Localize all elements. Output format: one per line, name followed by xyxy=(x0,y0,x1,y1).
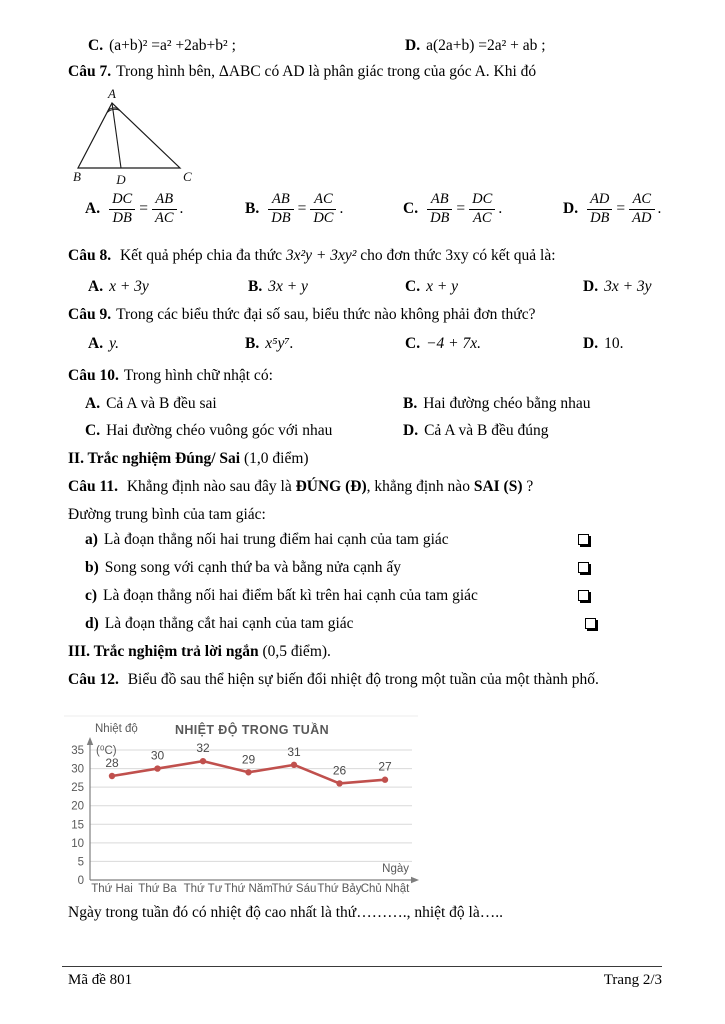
q11-item-d xyxy=(85,614,354,633)
question-text: ? xyxy=(522,478,534,495)
equals-sign: = xyxy=(456,200,466,218)
fraction xyxy=(469,192,495,226)
question-text: cho đơn thức 3xy có kết quả là: xyxy=(356,247,556,264)
svg-text:Thứ Tư: Thứ Tư xyxy=(183,883,223,895)
fraction-numerator: DC xyxy=(469,192,495,210)
svg-text:Thứ Sáu: Thứ Sáu xyxy=(271,883,317,895)
option-c-prev xyxy=(88,36,236,55)
option-label: A. xyxy=(88,278,104,295)
option-text: Hai đường chéo vuông góc với nhau xyxy=(106,422,333,439)
option-text: −4 + 7x. xyxy=(426,335,482,352)
q7-option-c xyxy=(403,192,502,226)
fraction-denominator: DB xyxy=(271,209,291,226)
option-text: Cả A và B đều sai xyxy=(106,395,217,412)
equals-sign: = xyxy=(297,200,307,218)
option-period: . xyxy=(657,200,662,218)
fraction xyxy=(629,192,654,226)
question-number: Câu 10. xyxy=(68,367,119,384)
q8-option-d xyxy=(583,277,652,296)
fraction xyxy=(310,192,336,226)
fraction-numerator: AD xyxy=(587,192,612,210)
option-label: A. xyxy=(88,335,104,352)
option-text: (a+b)² =a² +2ab+b² ; xyxy=(109,37,236,54)
fraction-numerator: AB xyxy=(268,192,293,210)
option-label: D. xyxy=(403,422,419,439)
svg-text:20: 20 xyxy=(71,800,84,813)
item-label: b) xyxy=(85,559,99,576)
option-label: C. xyxy=(88,37,104,54)
checkbox-icon[interactable] xyxy=(578,590,589,601)
option-label: D. xyxy=(563,200,579,218)
fraction-denominator: DC xyxy=(313,209,334,226)
q11-item-c xyxy=(85,586,478,605)
q11-item-a xyxy=(85,530,449,549)
question-7-stem xyxy=(68,62,536,81)
item-text: Song song với cạnh thứ ba và bằng nửa cạnh ấy xyxy=(104,559,401,576)
option-text: 10. xyxy=(604,335,624,352)
math-expression: 3x²y + 3xy² xyxy=(285,247,357,264)
svg-text:30: 30 xyxy=(71,763,84,776)
vertex-c-label: C xyxy=(183,169,192,184)
option-label: C. xyxy=(405,335,421,352)
fraction xyxy=(427,192,452,226)
bisector-ad xyxy=(112,103,121,168)
fraction-denominator: DB xyxy=(112,209,132,226)
q7-option-b xyxy=(245,192,343,226)
svg-text:Thứ Năm: Thứ Năm xyxy=(224,883,273,895)
option-text: y. xyxy=(109,335,119,352)
section-points: (0,5 điểm). xyxy=(258,643,331,660)
emphasis-sai: SAI (S) xyxy=(473,478,523,495)
fraction-numerator: AB xyxy=(427,192,452,210)
fraction xyxy=(109,192,135,226)
section-title: II. Trắc nghiệm Đúng/ Sai xyxy=(68,450,241,467)
checkbox-icon[interactable] xyxy=(578,562,589,573)
q8-option-c xyxy=(405,277,458,296)
option-label: B. xyxy=(245,200,260,218)
svg-text:(⁰C): (⁰C) xyxy=(96,745,117,757)
svg-text:31: 31 xyxy=(287,744,301,759)
option-text: 3x + 3y xyxy=(604,278,652,295)
q8-option-a xyxy=(88,277,149,296)
section-3-heading xyxy=(68,642,331,661)
option-label: C. xyxy=(405,278,421,295)
fraction-denominator: DB xyxy=(590,209,610,226)
question-text: Trong các biểu thức đại số sau, biểu thức nào không phải đơn thức? xyxy=(116,306,536,323)
question-text: , khẳng định nào xyxy=(366,478,474,495)
option-text: Hai đường chéo bằng nhau xyxy=(423,395,591,412)
checkbox-icon[interactable] xyxy=(578,534,589,545)
question-12-stem xyxy=(68,670,599,689)
svg-text:Chủ Nhật: Chủ Nhật xyxy=(360,883,410,895)
q10-option-d xyxy=(403,421,549,440)
option-label: A. xyxy=(85,200,101,218)
svg-text:NHIỆT ĐỘ TRONG TUẦN: NHIỆT ĐỘ TRONG TUẦN xyxy=(174,723,330,737)
temperature-chart xyxy=(62,710,420,895)
fraction-denominator: AD xyxy=(632,209,652,226)
question-number: Câu 11. xyxy=(68,478,118,495)
svg-text:10: 10 xyxy=(71,837,84,850)
q7-option-d xyxy=(563,192,661,226)
svg-text:Ngày: Ngày xyxy=(382,863,409,875)
equals-sign: = xyxy=(139,200,148,218)
question-text: Trong hình bên, ΔABC có AD là phân giác trong của góc A. Khi đó xyxy=(116,63,537,80)
svg-text:29: 29 xyxy=(241,752,256,767)
point-d-label: D xyxy=(116,172,126,187)
fraction-numerator: AB xyxy=(152,192,177,210)
fraction xyxy=(268,192,293,226)
option-label: D. xyxy=(583,278,599,295)
svg-text:0: 0 xyxy=(77,875,84,887)
fraction-numerator: DC xyxy=(109,192,135,210)
svg-text:25: 25 xyxy=(71,782,84,795)
q7-option-a xyxy=(85,192,183,226)
svg-text:28: 28 xyxy=(105,756,119,770)
question-10-stem xyxy=(68,366,273,385)
svg-text:32: 32 xyxy=(196,741,210,756)
emphasis-dung: ĐÚNG (Đ) xyxy=(295,478,367,495)
q10-option-c xyxy=(85,421,332,440)
svg-text:30: 30 xyxy=(150,748,165,763)
option-period: . xyxy=(179,200,184,218)
question-number: Câu 12. xyxy=(68,671,119,688)
footer-exam-code: Mã đề 801 xyxy=(68,972,133,988)
equals-sign: = xyxy=(616,200,626,218)
section-points: (1,0 điểm) xyxy=(240,450,309,467)
q12-fill-blank: Ngày trong tuần đó có nhiệt độ cao nhất là thứ………., nhiệt độ là….. xyxy=(68,904,503,921)
checkbox-icon[interactable] xyxy=(585,618,596,629)
vertex-b-label: B xyxy=(73,169,81,184)
item-label: c) xyxy=(85,587,98,604)
item-label: d) xyxy=(85,615,99,632)
option-label: B. xyxy=(245,335,260,352)
option-label: D. xyxy=(583,335,599,352)
svg-text:Thứ Hai: Thứ Hai xyxy=(91,883,133,895)
q11-item-b xyxy=(85,558,401,577)
option-text: x + y xyxy=(426,278,459,295)
triangle-figure xyxy=(70,88,200,188)
question-number: Câu 7. xyxy=(68,63,112,80)
question-text: Trong hình chữ nhật có: xyxy=(123,367,273,384)
option-period: . xyxy=(339,200,344,218)
section-title: III. Trắc nghiệm trả lời ngắn xyxy=(68,643,259,660)
option-text: x⁵y⁷. xyxy=(265,335,294,352)
question-text: Biểu đồ sau thể hiện sự biến đổi nhiệt độ trong một tuần của một thành phố. xyxy=(123,671,599,688)
svg-text:Thứ Bảy: Thứ Bảy xyxy=(317,883,362,895)
option-text: x + 3y xyxy=(109,278,149,295)
q10-option-a xyxy=(85,394,217,413)
fraction xyxy=(587,192,612,226)
fraction-numerator: AC xyxy=(629,192,654,210)
fraction-denominator: AC xyxy=(154,209,174,226)
option-period: . xyxy=(498,200,503,218)
option-label: A. xyxy=(85,395,101,412)
option-d-prev xyxy=(405,36,546,55)
fraction-numerator: AC xyxy=(310,192,336,210)
triangle-outline xyxy=(78,103,180,168)
footer-page-number: Trang 2/3 xyxy=(603,972,662,988)
vertex-a-label: A xyxy=(108,88,116,101)
temperature-chart-svg xyxy=(62,710,420,895)
footer-divider xyxy=(62,966,662,967)
fraction-denominator: AC xyxy=(472,209,492,226)
q9-option-c xyxy=(405,334,481,353)
item-text: Là đoạn thẳng nối hai trung điểm hai cạnh của tam giác xyxy=(103,531,449,548)
option-text: a(2a+b) =2a² + ab ; xyxy=(426,37,546,54)
q9-option-a xyxy=(88,334,119,353)
question-11-stem xyxy=(68,477,533,496)
section-2-heading xyxy=(68,449,309,468)
option-label: D. xyxy=(405,37,421,54)
option-label: B. xyxy=(248,278,263,295)
item-label: a) xyxy=(85,531,98,548)
item-text: Là đoạn thẳng cắt hai cạnh của tam giác xyxy=(104,615,354,632)
svg-text:Nhiệt độ: Nhiệt độ xyxy=(95,723,138,735)
option-label: C. xyxy=(85,422,101,439)
svg-text:26: 26 xyxy=(332,763,347,778)
fraction xyxy=(152,192,177,226)
question-text: Khẳng định nào sau đây là xyxy=(122,478,296,495)
item-text: Là đoạn thẳng nối hai điểm bất kì trên hai cạnh của tam giác xyxy=(103,587,478,604)
fraction-denominator: DB xyxy=(430,209,450,226)
option-label: B. xyxy=(403,395,418,412)
option-text: 3x + y xyxy=(268,278,308,295)
q9-option-d xyxy=(583,334,623,353)
question-number: Câu 9. xyxy=(68,306,112,323)
q8-option-b xyxy=(248,277,308,296)
question-number: Câu 8. xyxy=(68,247,112,264)
svg-text:27: 27 xyxy=(378,759,392,774)
svg-text:Thứ Ba: Thứ Ba xyxy=(138,883,177,895)
svg-text:5: 5 xyxy=(77,856,84,869)
svg-text:15: 15 xyxy=(71,819,84,832)
q10-option-b xyxy=(403,394,590,413)
question-text: Kết quả phép chia đa thức xyxy=(116,247,286,264)
option-label: C. xyxy=(403,200,419,218)
svg-text:35: 35 xyxy=(71,745,84,757)
q11-subtitle: Đường trung bình của tam giác: xyxy=(68,506,266,523)
question-9-stem xyxy=(68,305,535,324)
question-8-stem xyxy=(68,246,556,265)
q9-option-b xyxy=(245,334,294,353)
option-text: Cả A và B đều đúng xyxy=(424,422,549,439)
